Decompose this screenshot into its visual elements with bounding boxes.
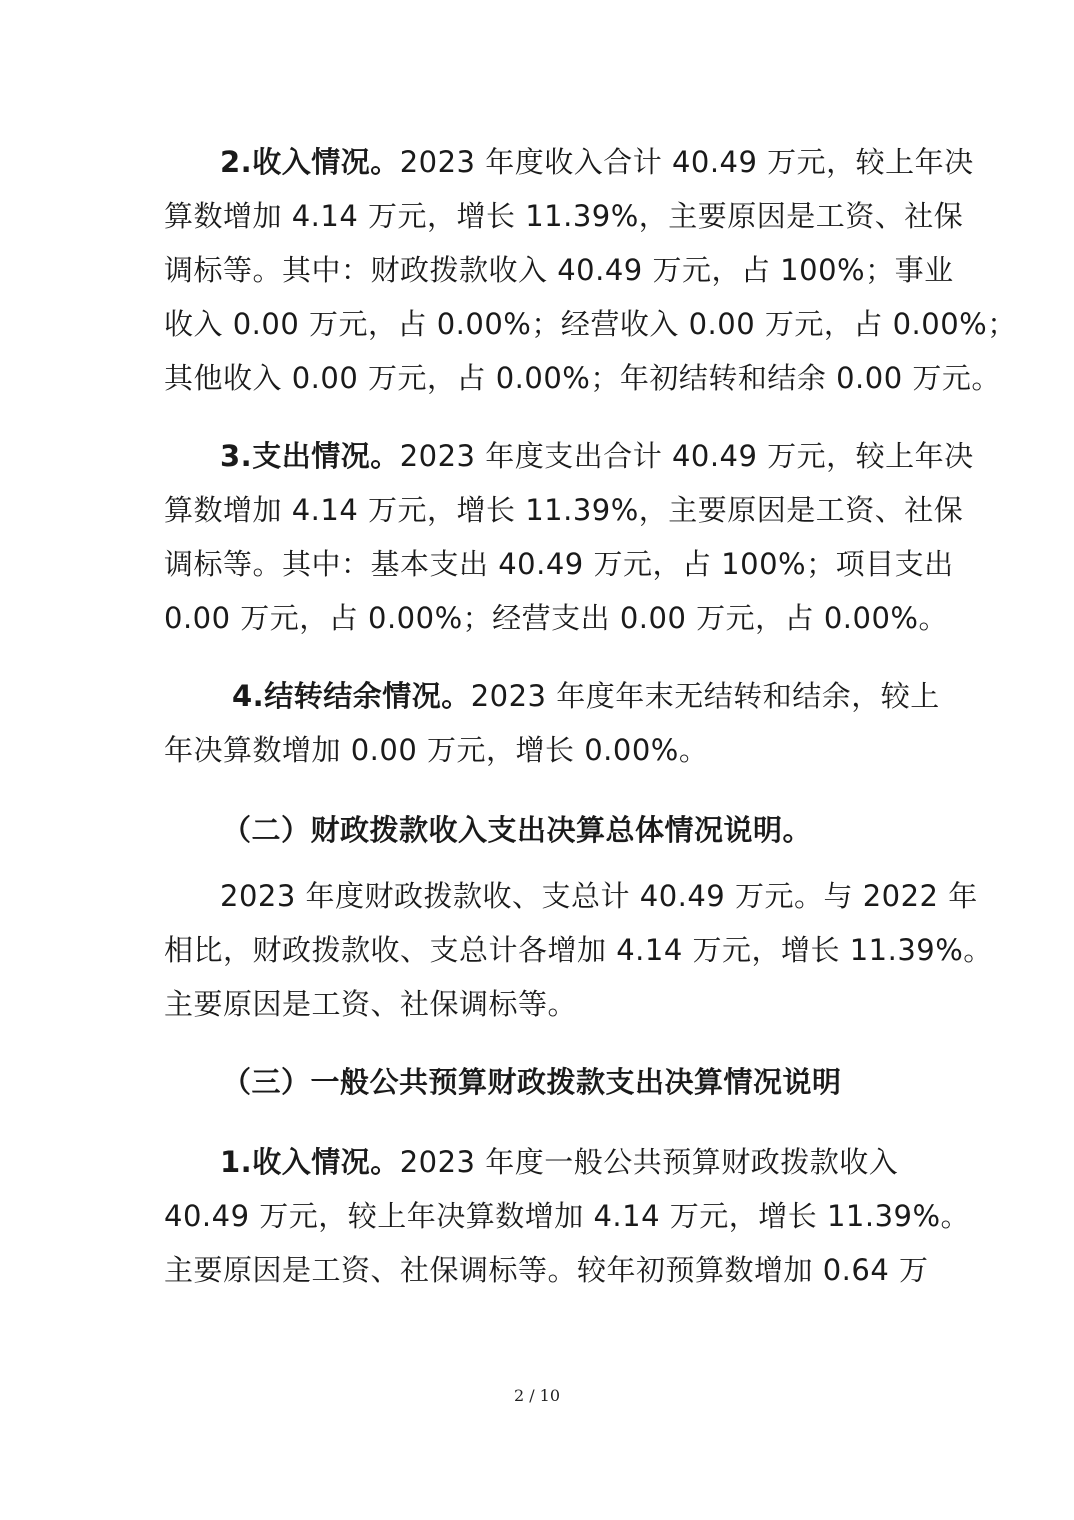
fiscal-paragraph-line-2: 相比，财政拨款收、支总计各增加 4.14 万元，增长 11.39%。 [164,933,993,967]
carryover-paragraph-line-2: 年决算数增加 0.00 万元，增长 0.00%。 [164,733,709,767]
income-text-1: 2023 年度收入合计 40.49 万元，较上年决 [399,145,974,179]
general-text-1: 2023 年度一般公共预算财政拨款收入 [399,1145,899,1179]
general-lead: 1.收入情况。 [220,1145,400,1179]
expense-paragraph-line-3: 调标等。其中：基本支出 40.49 万元，占 100%；项目支出 [164,547,954,581]
general-paragraph-line-3: 主要原因是工资、社保调标等。较年初预算数增加 0.64 万 [164,1253,929,1287]
carryover-lead: 4.结转结余情况。 [232,679,471,713]
income-paragraph-line-2: 算数增加 4.14 万元，增长 11.39%，主要原因是工资、社保 [164,199,964,233]
section-heading-two: （二）财政拨款收入支出决算总体情况说明。 [222,813,813,847]
fiscal-paragraph-line-3: 主要原因是工资、社保调标等。 [164,987,578,1021]
fiscal-paragraph-line-1: 2023 年度财政拨款收、支总计 40.49 万元。与 2022 年 [220,879,978,913]
income-paragraph-line-4: 收入 0.00 万元，占 0.00%；经营收入 0.00 万元，占 0.00%； [164,307,1017,341]
expense-text-1: 2023 年度支出合计 40.49 万元，较上年决 [399,439,974,473]
expense-paragraph-line-4: 0.00 万元，占 0.00%；经营支出 0.00 万元，占 0.00%。 [164,601,948,635]
section-heading-three: （三）一般公共预算财政拨款支出决算情况说明 [222,1065,842,1099]
page-number: 2 / 10 [513,1386,561,1405]
expense-paragraph-line-1 [220,436,974,476]
income-paragraph-line-3: 调标等。其中：财政拨款收入 40.49 万元，占 100%；事业 [164,253,954,287]
carryover-paragraph-line-1 [232,676,940,716]
income-paragraph-line-1 [220,142,974,182]
general-paragraph-line-2: 40.49 万元，较上年决算数增加 4.14 万元，增长 11.39%。 [164,1199,971,1233]
expense-lead: 3.支出情况。 [220,439,400,473]
income-lead: 2.收入情况。 [220,145,400,179]
general-paragraph-line-1 [220,1142,898,1182]
income-paragraph-line-5: 其他收入 0.00 万元，占 0.00%；年初结转和结余 0.00 万元。 [164,361,1001,395]
expense-paragraph-line-2: 算数增加 4.14 万元，增长 11.39%，主要原因是工资、社保 [164,493,964,527]
carryover-text-1: 2023 年度年末无结转和结余，较上 [470,679,940,713]
